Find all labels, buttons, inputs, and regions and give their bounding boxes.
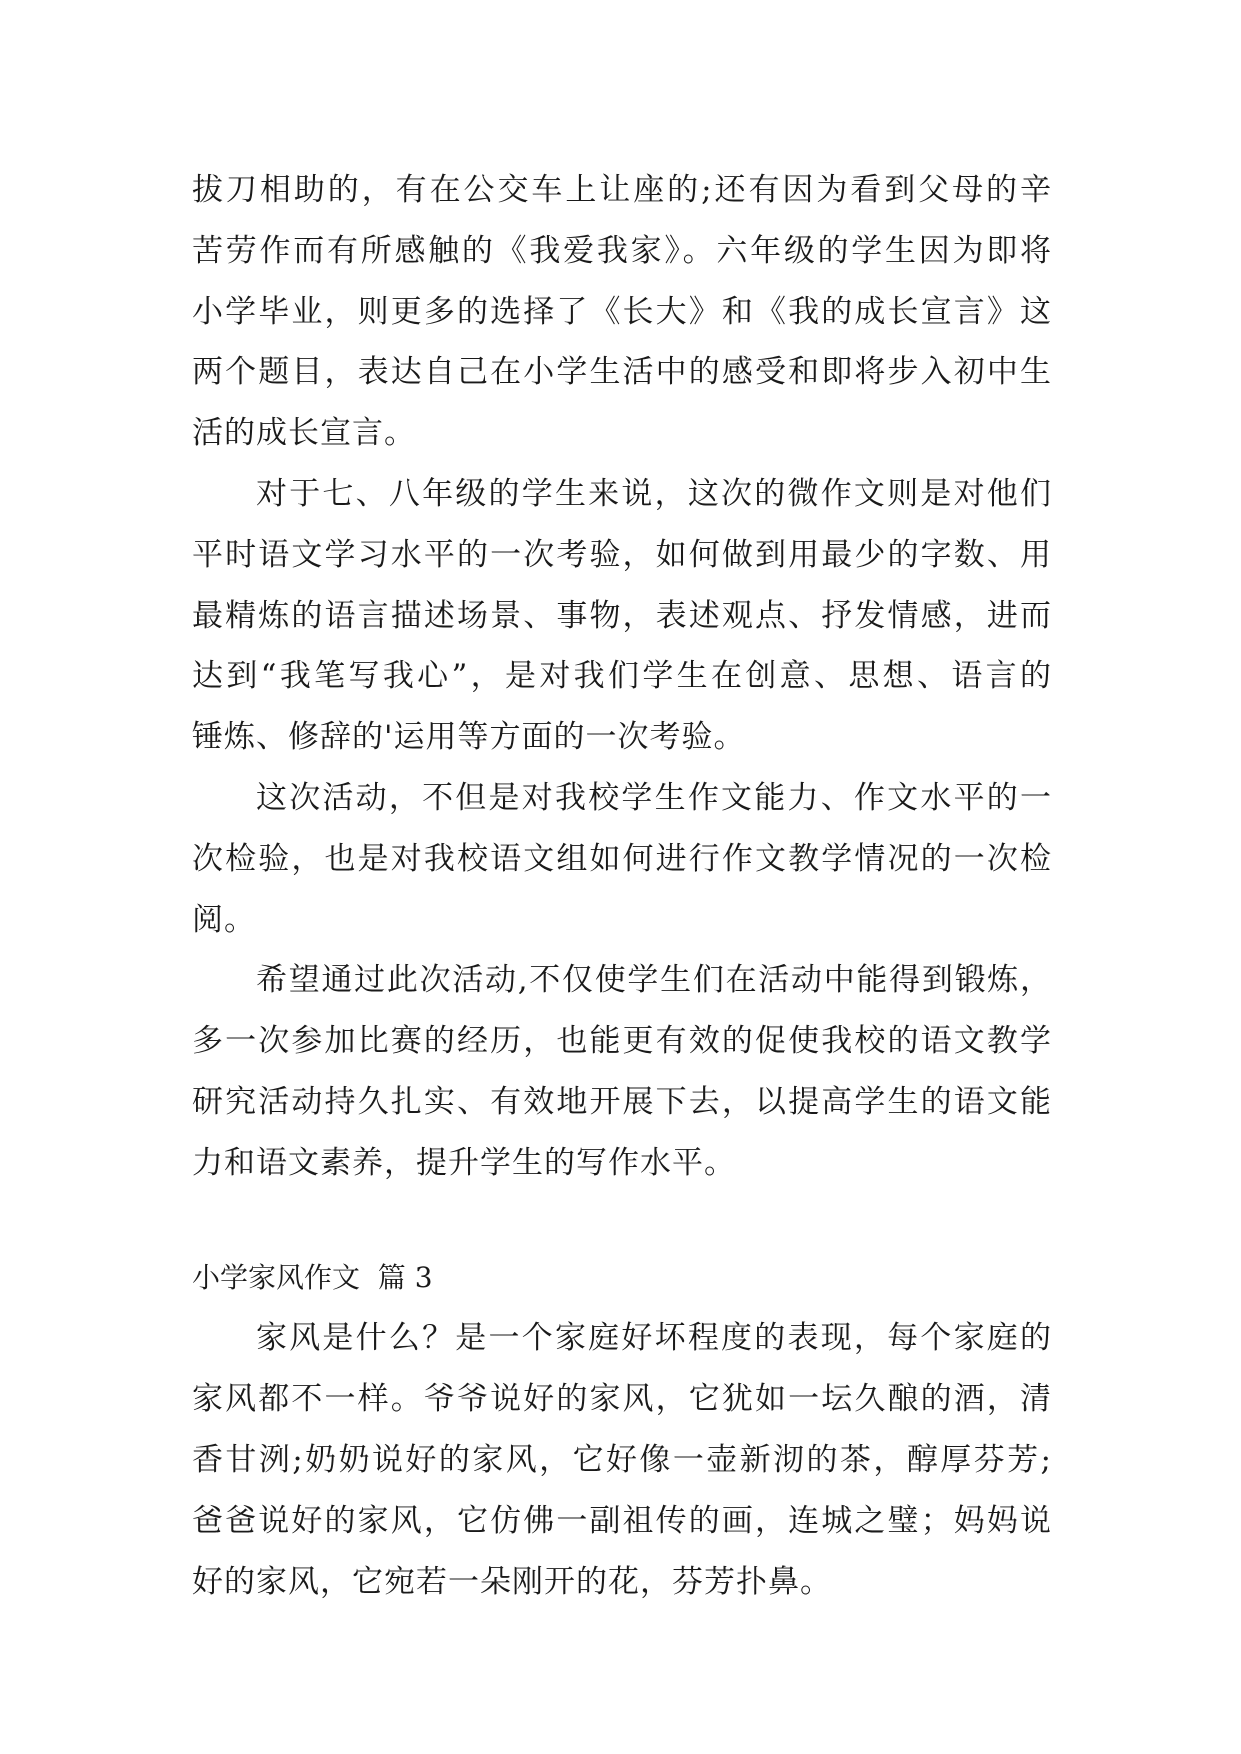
paragraph-5: [192, 1308, 1052, 1612]
text-line: 对于七、八年级的学生来说，这次的微作文则是对他们: [256, 475, 1052, 512]
text-line: 小学毕业，则更多的选择了《长大》和《我的成长宣言》这: [192, 293, 1052, 330]
section-gap: [192, 1194, 1052, 1248]
text-line: 次检验，也是对我校语文组如何进行作文教学情况的一次检: [192, 840, 1052, 877]
text-line: 平时语文学习水平的一次考验，如何做到用最少的字数、用: [192, 536, 1052, 573]
text-line: 最精炼的语言描述场景、事物，表述观点、抒发情感，进而: [192, 597, 1052, 634]
text-line: 力和语文素养，提升学生的写作水平。: [192, 1144, 736, 1181]
text-line: 家风是什么？是一个家庭好坏程度的表现，每个家庭的: [256, 1320, 1052, 1357]
text-line: 拔刀相助的，有在公交车上让座的;还有因为看到父母的辛: [192, 172, 1052, 208]
text-line: 苦劳作而有所感触的《我爱我家》。六年级的学生因为即将: [192, 232, 1052, 269]
paragraph-1: [192, 160, 1052, 464]
paragraph-4: [192, 950, 1052, 1193]
text-line: 希望通过此次活动,不仅使学生们在活动中能得到锻炼，: [256, 962, 1052, 999]
paragraph-3: [192, 768, 1052, 950]
text-line: 阅。: [192, 901, 256, 938]
section-heading: 小学家风作文 篇 3: [192, 1260, 433, 1294]
text-line: 达到“我笔写我心”，是对我们学生在创意、思想、语言的: [192, 658, 1052, 695]
text-line: 活的成长宣言。: [192, 415, 416, 452]
text-line: 这次活动，不但是对我校学生作文能力、作文水平的一: [256, 779, 1052, 816]
paragraph-2: [192, 464, 1052, 768]
text-line: 多一次参加比赛的经历，也能更有效的促使我校的语文教学: [192, 1023, 1052, 1060]
text-line: 香甘洌;奶奶说好的家风，它好像一壶新沏的茶，醇厚芬芳;: [192, 1441, 1052, 1478]
text-line: 锤炼、修辞的'运用等方面的一次考验。: [192, 719, 746, 756]
text-line: 两个题目，表达自己在小学生活中的感受和即将步入初中生: [192, 354, 1052, 391]
document-page: [192, 160, 1052, 1612]
text-line: 爸爸说好的家风，它仿佛一副祖传的画，连城之璧；妈妈说: [192, 1502, 1052, 1539]
text-line: 家风都不一样。爷爷说好的家风，它犹如一坛久酿的酒，清: [192, 1381, 1052, 1418]
text-line: 好的家风，它宛若一朵刚开的花，芬芳扑鼻。: [192, 1563, 832, 1600]
text-line: 研究活动持久扎实、有效地开展下去，以提高学生的语文能: [192, 1083, 1052, 1120]
